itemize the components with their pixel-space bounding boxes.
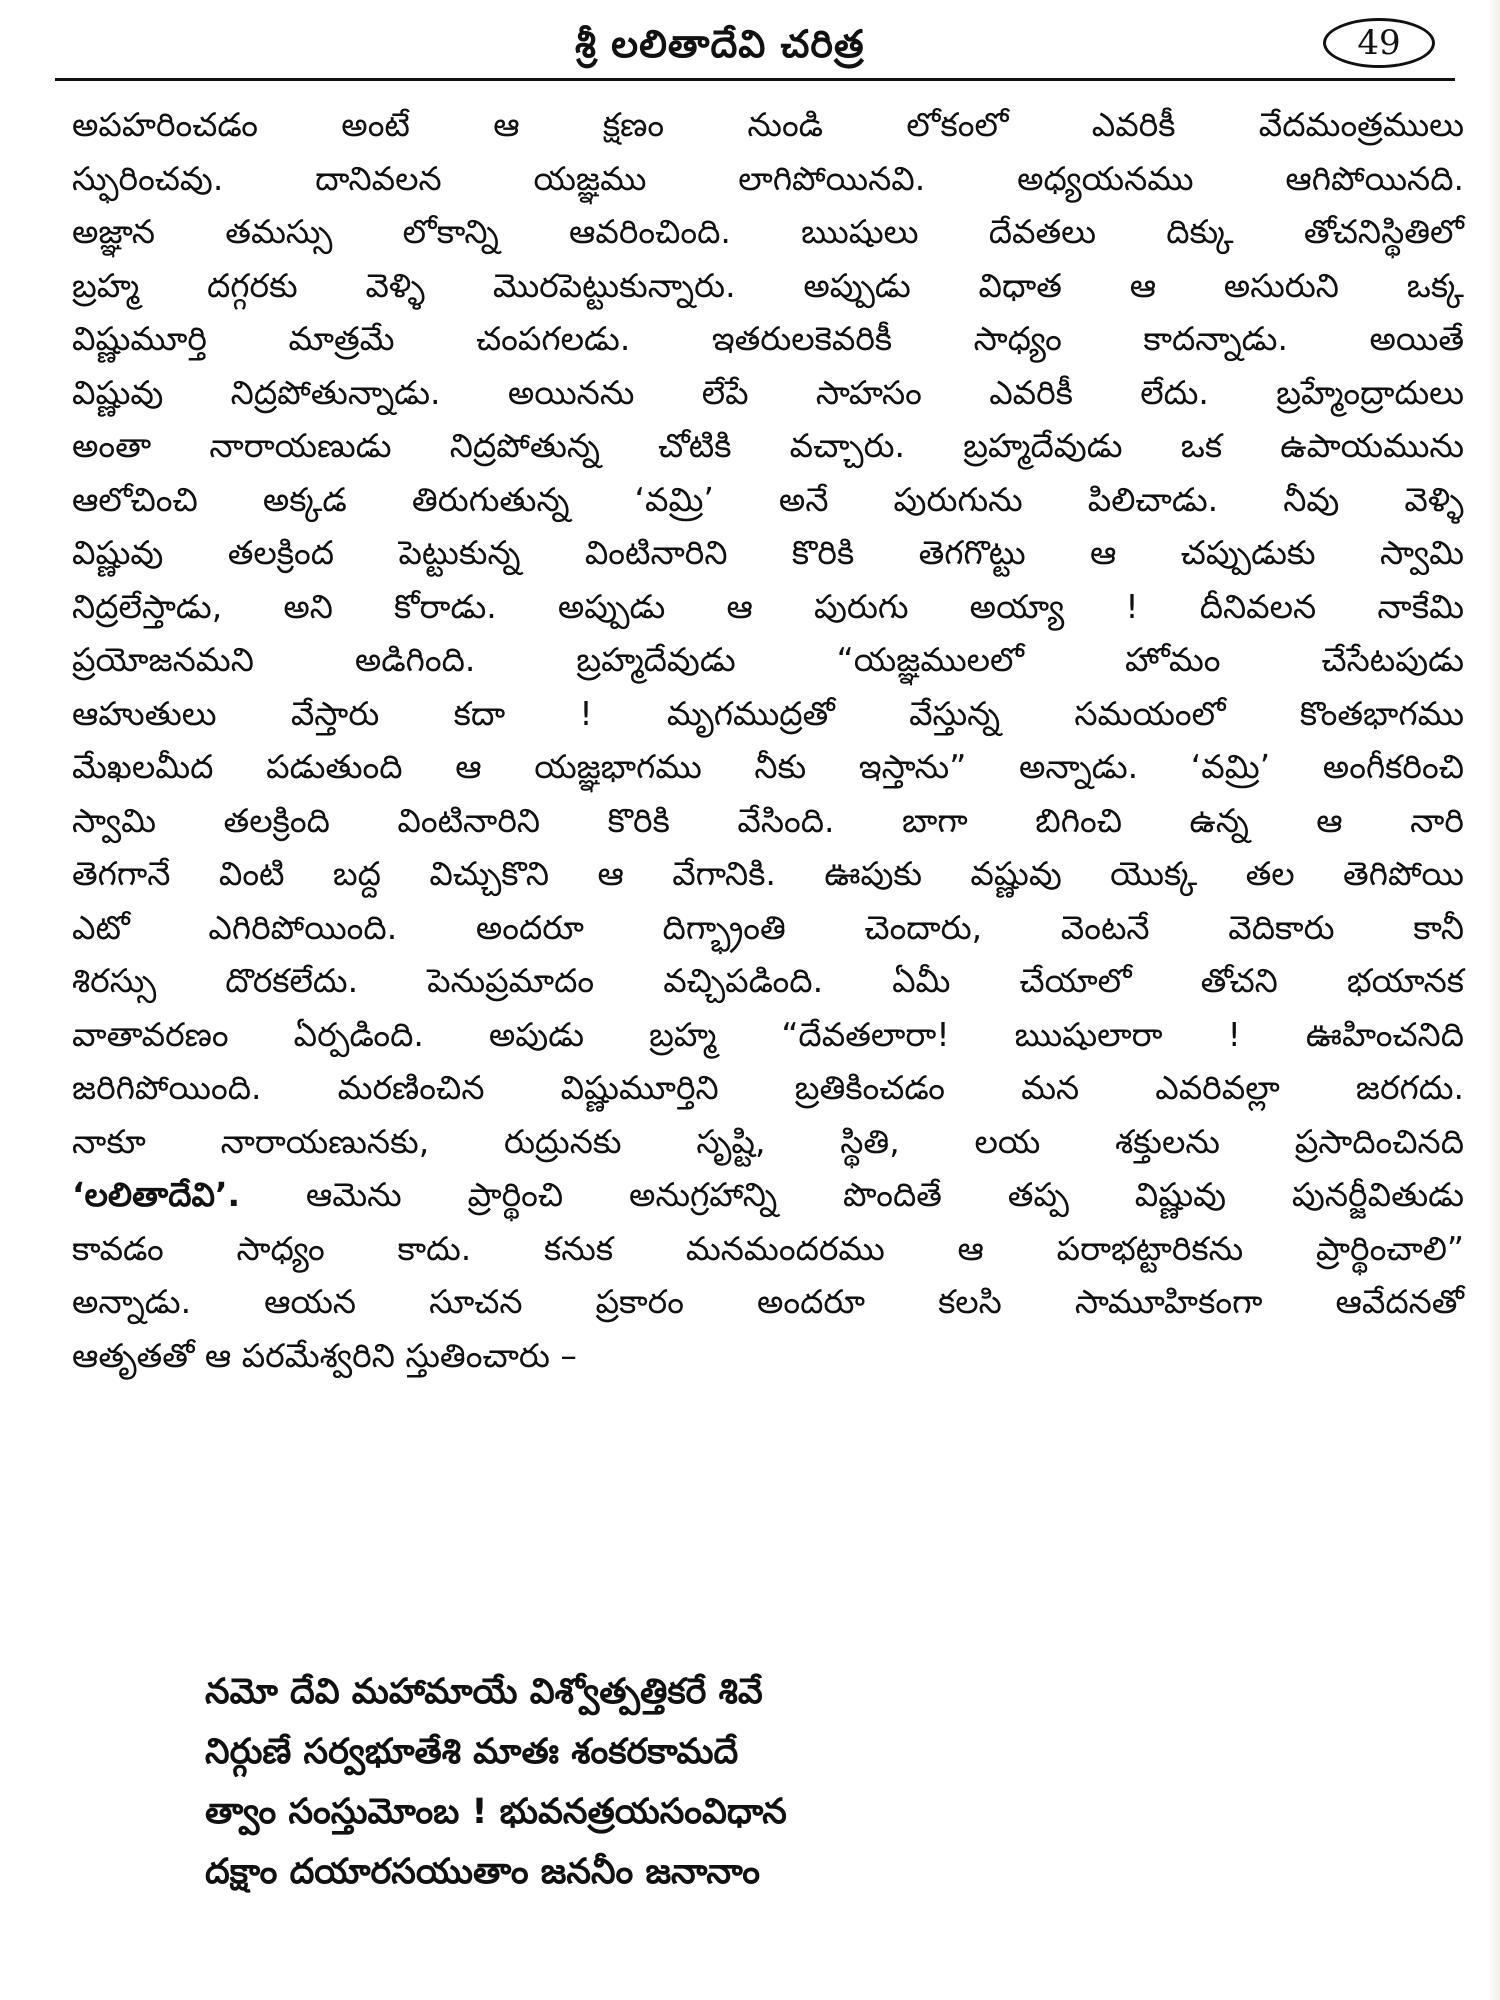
verse-line: నమో దేవి మహామాయే విశ్వోత్పత్తికరే శివే xyxy=(205,1672,763,1712)
running-title: శ్రీ లలితాదేవి చరిత్ర xyxy=(575,22,865,66)
text-line: అన్నాడు. ఆయన సూచన ప్రకారం అందరూ కలసి సామూహికంగా ఆవేదనతో xyxy=(72,1282,1464,1321)
verse-line: త్వాం సంస్తుమోంబ ! భువనత్రయసంవిధాన xyxy=(205,1792,787,1832)
text-line: విష్ణువు తలక్రింద పెట్టుకున్న వింటినారిని కొరికి తెగగొట్టు ఆ చప్పుడుకు స్వామి xyxy=(72,533,1464,572)
header-rule xyxy=(55,78,1455,81)
text-line: నిద్రలేస్తాడు, అని కోరాడు. అప్పుడు ఆ పురుగు అయ్యా ! దీనివలన నాకేమి xyxy=(72,586,1464,626)
page-header xyxy=(55,16,1455,86)
text-line: తెగగానే వింటి బద్ద విచ్చుకొని ఆ వేగానికి. ఊపుకు వష్ణువు యొక్క తల తెగిపోయి xyxy=(72,854,1464,893)
text-line: వాతావరణం ఏర్పడింది. అపుడు బ్రహ్మ “దేవతలారా! ఋషులారా ! ఊహించనిది xyxy=(72,1014,1464,1054)
text-line-last: ఆతృతతో ఆ పరమేశ్వరిని స్తుతించారు – xyxy=(72,1335,577,1375)
text-line: అజ్ఞాన తమస్సు లోకాన్ని ఆవరించింది. ఋషులు దేవతలు దిక్కు తోచనిస్థితిలో xyxy=(72,212,1464,251)
stotra-verse xyxy=(205,1662,1305,1902)
text-line-with-bold-term xyxy=(72,1168,1464,1222)
text-line: బ్రహ్మ దగ్గరకు వెళ్ళి మొరపెట్టుకున్నారు. అప్పుడు విధాత ఆ అసురుని ఒక్క xyxy=(72,265,1464,305)
text-line: ఎటో ఎగిరిపోయింది. అందరూ దిగ్భ్రాంతి చెందారు, వెంటనే వెదికారు కానీ xyxy=(72,907,1464,947)
page-number: 49 xyxy=(1357,23,1401,63)
text-line: మేఖలమీద పడుతుంది ఆ యజ్ఞభాగము నీకు ఇస్తాను” అన్నాడు. ‘వమ్రి’ అంగీకరించి xyxy=(72,747,1464,786)
text-line: స్ఫురించవు. దానివలన యజ్ఞము లాగిపోయినవి. అధ్యయనము ఆగిపోయినది. xyxy=(72,158,1464,198)
goddess-name-bold: ‘లలితాదేవి’. xyxy=(72,1175,241,1214)
text-line-continuation: ఆమెను ప్రార్థించి అనుగ్రహాన్ని పొందితే తప్ప విష్ణువు పునర్జీవితుడు xyxy=(240,1175,1464,1214)
page-edge-shadow xyxy=(1488,0,1500,2000)
verse-line: నిర్గుణే సర్వభూతేశి మాతః శంకరకామదే xyxy=(205,1732,739,1772)
text-line: అపహరించడం అంటే ఆ క్షణం నుండి లోకంలో ఎవరికీ వేదమంత్రములు xyxy=(72,105,1464,144)
text-line: స్వామి తలక్రింది వింటినారిని కొరికి వేసింది. బాగా బిగించి ఉన్న ఆ నారి xyxy=(72,800,1464,840)
text-line: జరిగిపోయింది. మరణించిన విష్ణుమూర్తిని బ్రతికించడం మన ఎవరివల్లా జరగదు. xyxy=(72,1068,1464,1107)
text-line: ప్రయోజనమని అడిగింది. బ్రహ్మదేవుడు “యజ్ఞములలో హోమం చేసేటపుడు xyxy=(72,640,1464,679)
text-line: విష్ణువు నిద్రపోతున్నాడు. అయినను లేపే సాహసం ఎవరికీ లేదు. బ్రహ్మేంద్రాదులు xyxy=(72,372,1464,412)
page-number-badge xyxy=(1323,18,1435,68)
text-line: ఆహుతులు వేస్తారు కదా ! మృగముద్రతో వేస్తున్న సమయంలో కొంతభాగము xyxy=(72,693,1464,733)
text-line: నాకూ నారాయణునకు, రుద్రునకు సృష్టి, స్థితి, లయ శక్తులను ప్రసాదించినది xyxy=(72,1121,1464,1161)
body-paragraph xyxy=(72,98,1464,1382)
text-line: అంతా నారాయణుడు నిద్రపోతున్న చోటికి వచ్చారు. బ్రహ్మదేవుడు ఒక ఉపాయమును xyxy=(72,426,1464,465)
text-line: కావడం సాధ్యం కాదు. కనుక మనమందరము ఆ పరాభట్టారికను ప్రార్థించాలి” xyxy=(72,1228,1464,1268)
verse-line: దక్షాం దయారసయుతాం జననీం జనానాం xyxy=(205,1852,761,1892)
text-line: శిరస్సు దొరకలేదు. పెనుప్రమాదం వచ్చిపడింది. ఏమీ చేయాలో తోచని భయానక xyxy=(72,961,1464,1000)
text-line: విష్ణుమూర్తి మాత్రమే చంపగలడు. ఇతరులకెవరికీ సాధ్యం కాదన్నాడు. అయితే xyxy=(72,319,1464,358)
text-line: ఆలోచించి అక్కడ తిరుగుతున్న ‘వమ్రి’ అనే పురుగును పిలిచాడు. నీవు వెళ్ళి xyxy=(72,479,1464,519)
